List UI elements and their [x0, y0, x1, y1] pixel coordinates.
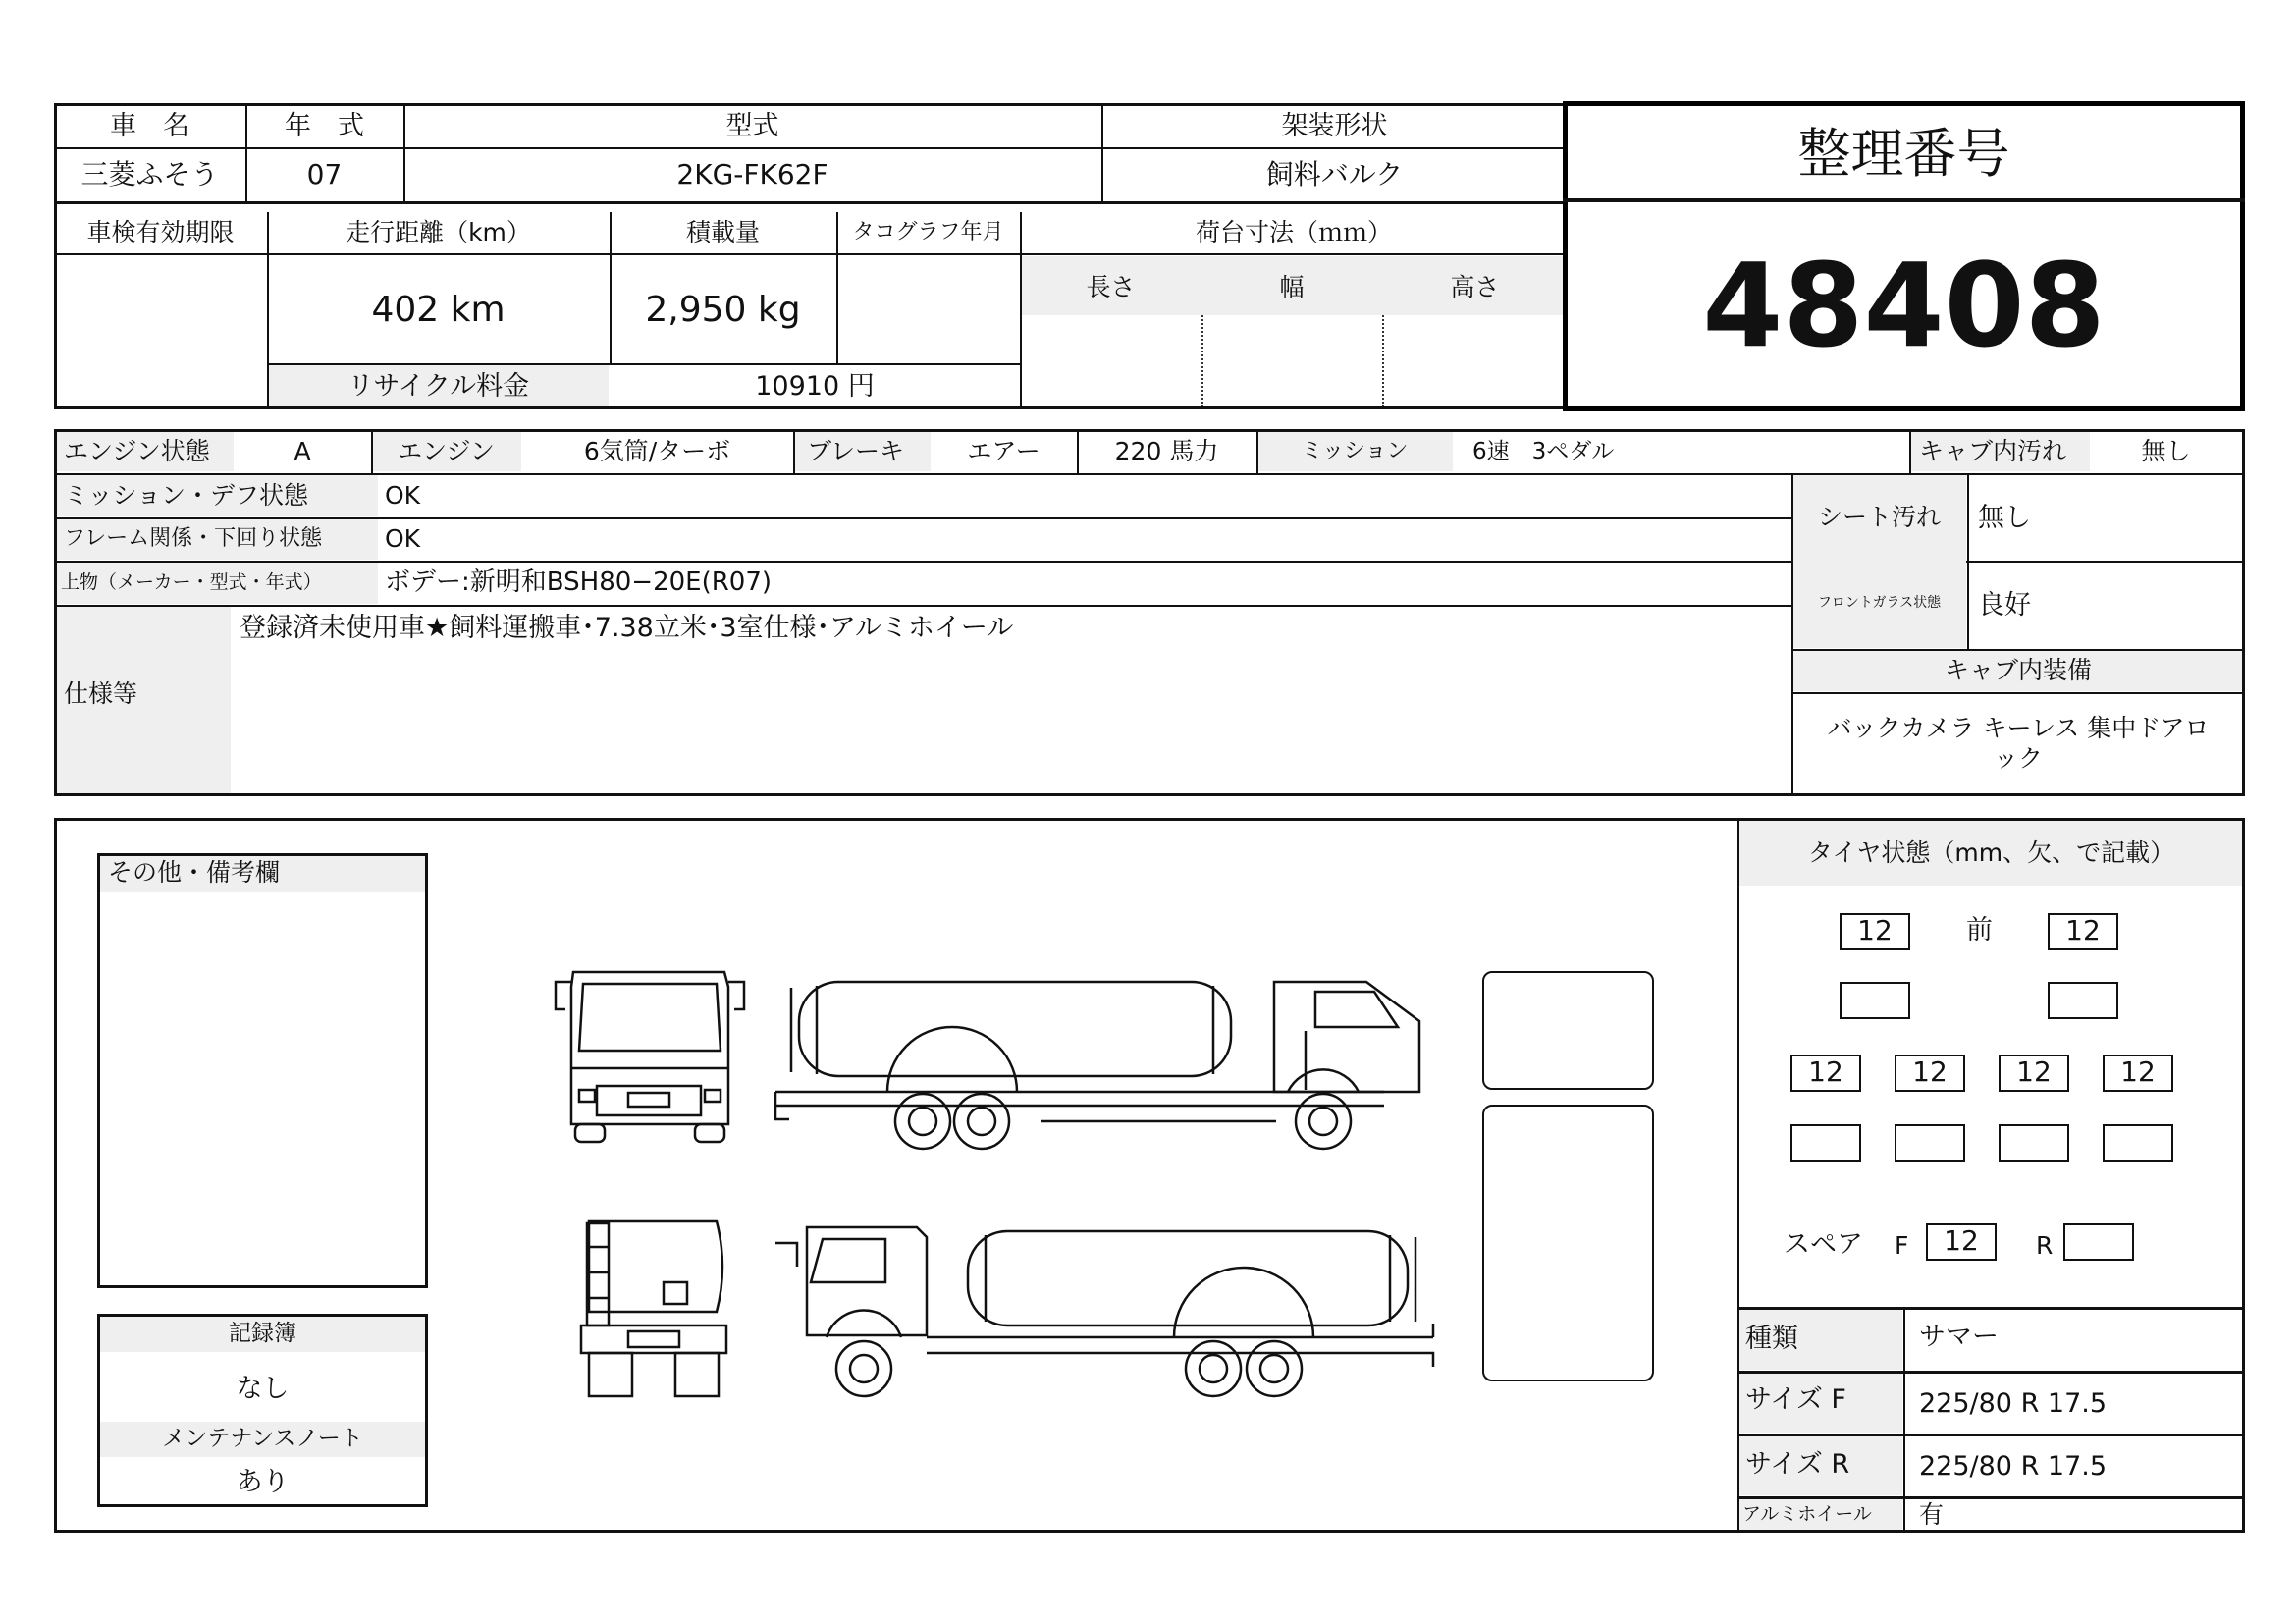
spec-value: 登録済未使用車★飼料運搬車･7.38立米･3室仕様･アルミホイール: [240, 613, 1014, 643]
year-label: 年 式: [285, 111, 364, 141]
model-label: 型式: [725, 111, 779, 141]
model-value: 2KG-FK62F: [676, 158, 828, 190]
tire-front-right-inner[interactable]: [2048, 982, 2118, 1019]
windshield-label: フロントガラス状態: [1817, 595, 1942, 611]
tire-rear-2[interactable]: 12: [1895, 1055, 1965, 1092]
tire-rear-1[interactable]: 12: [1790, 1055, 1861, 1092]
engine-label: エンジン: [398, 437, 495, 465]
tire-size-f-value: 225/80 R 17.5: [1919, 1388, 2108, 1419]
mileage-label: 走行距離（km）: [346, 218, 531, 246]
body-type-label: 架装形状: [1281, 111, 1388, 141]
tire-rear-3[interactable]: 12: [1999, 1055, 2069, 1092]
maintenance-label: メンテナンスノート: [162, 1426, 363, 1451]
truck-rear-view-icon: [581, 1221, 726, 1396]
capacity-label: 積載量: [685, 218, 760, 246]
alloy-label: アルミホイール: [1742, 1503, 1872, 1525]
mission-diff-label: ミッション・デフ状態: [64, 481, 309, 510]
bed-size-label: 荷台寸法（ｍｍ）: [1195, 218, 1392, 246]
cab-dirt-label: キャブ内汚れ: [1919, 437, 2067, 465]
cab-dirt-value: 無し: [2141, 437, 2191, 465]
cab-equipment-line2: ック: [1993, 744, 2043, 773]
tire-rear-7[interactable]: [1999, 1124, 2069, 1162]
width-label: 幅: [1279, 273, 1305, 301]
truck-diagram: [530, 952, 1453, 1414]
mission-value: 6速 3ペダル: [1472, 439, 1615, 464]
tire-rear-4[interactable]: 12: [2103, 1055, 2173, 1092]
record-label: 記録簿: [229, 1321, 296, 1346]
mileage-value: 402 km: [371, 290, 506, 330]
remarks-label: その他・備考欄: [108, 858, 281, 887]
tachograph-label: タコグラフ年月: [852, 220, 1004, 244]
spare-label: スペア: [1784, 1229, 1863, 1260]
brake-value: エアー: [967, 437, 1041, 465]
mission-diff-value: OK: [385, 481, 421, 510]
tire-size-r-label: サイズ R: [1745, 1449, 1850, 1480]
body-type-value: 飼料バルク: [1265, 158, 1404, 190]
cab-equipment-label: キャブ内装備: [1944, 656, 2092, 684]
upper-label: 上物（メーカー・型式・年式）: [61, 571, 322, 593]
seat-dirt-label: シート汚れ: [1817, 503, 1941, 531]
cab-equipment-line1: バックカメラ キーレス 集中ドアロ: [1827, 714, 2210, 742]
reference-number: 48408: [1702, 238, 2106, 373]
inspection-label: 車検有効期限: [86, 218, 235, 246]
spare-f-label: F: [1895, 1231, 1909, 1260]
car-name-value: 三菱ふそう: [80, 158, 219, 190]
windshield-value: 良好: [1978, 590, 2031, 621]
upper-value: ボデー:新明和BSH80−20E(R07): [385, 568, 773, 597]
tire-spare-r[interactable]: [2063, 1223, 2134, 1261]
tire-front-left-inner[interactable]: [1840, 982, 1910, 1019]
tire-size-r-value: 225/80 R 17.5: [1919, 1451, 2108, 1482]
bed-top-outline: [1482, 1105, 1654, 1381]
truck-left-side-icon: [775, 1227, 1433, 1396]
record-value: なし: [236, 1374, 290, 1404]
horsepower-value: 220 馬力: [1114, 437, 1219, 465]
seat-dirt-value: 無し: [1978, 503, 2031, 533]
tire-spare-f[interactable]: 12: [1926, 1223, 1997, 1261]
tire-type-label: 種類: [1745, 1324, 1798, 1354]
tire-rear-5[interactable]: [1790, 1124, 1861, 1162]
tire-title: タイヤ状態（mm、欠、で記載）: [1807, 839, 2175, 867]
tire-rear-6[interactable]: [1895, 1124, 1965, 1162]
recycle-fee: 10910 円: [755, 371, 875, 402]
truck-front-view-icon: [556, 972, 744, 1142]
alloy-value: 有: [1919, 1500, 1945, 1529]
length-label: 長さ: [1086, 273, 1136, 301]
engine-state-label: エンジン状態: [64, 437, 210, 465]
engine-state-value: A: [294, 437, 311, 465]
tire-rear-8[interactable]: [2103, 1124, 2173, 1162]
cab-top-outline: [1482, 971, 1654, 1090]
tire-front-right[interactable]: 12: [2048, 913, 2118, 950]
tire-front-left[interactable]: 12: [1840, 913, 1910, 950]
remarks-box: [97, 853, 428, 1288]
car-name-label: 車 名: [110, 111, 189, 141]
tire-type-value: サマー: [1919, 1322, 1999, 1352]
year-value: 07: [306, 158, 343, 190]
maintenance-value: あり: [236, 1467, 290, 1497]
engine-value: 6気筒/ターボ: [583, 437, 731, 465]
tire-size-f-label: サイズ F: [1745, 1384, 1846, 1415]
recycle-label: リサイクル料金: [347, 371, 530, 402]
height-label: 高さ: [1450, 273, 1500, 301]
truck-right-side-icon: [775, 982, 1419, 1149]
capacity-value: 2,950 kg: [645, 290, 801, 330]
front-label: 前: [1966, 915, 1993, 946]
spec-label: 仕様等: [64, 679, 138, 708]
spare-r-label: R: [2036, 1231, 2054, 1260]
mission-label: ミッション: [1301, 439, 1409, 463]
frame-label: フレーム関係・下回り状態: [64, 526, 323, 551]
reference-label: 整理番号: [1797, 123, 2010, 185]
frame-value: OK: [385, 524, 421, 553]
brake-label: ブレーキ: [807, 437, 905, 465]
